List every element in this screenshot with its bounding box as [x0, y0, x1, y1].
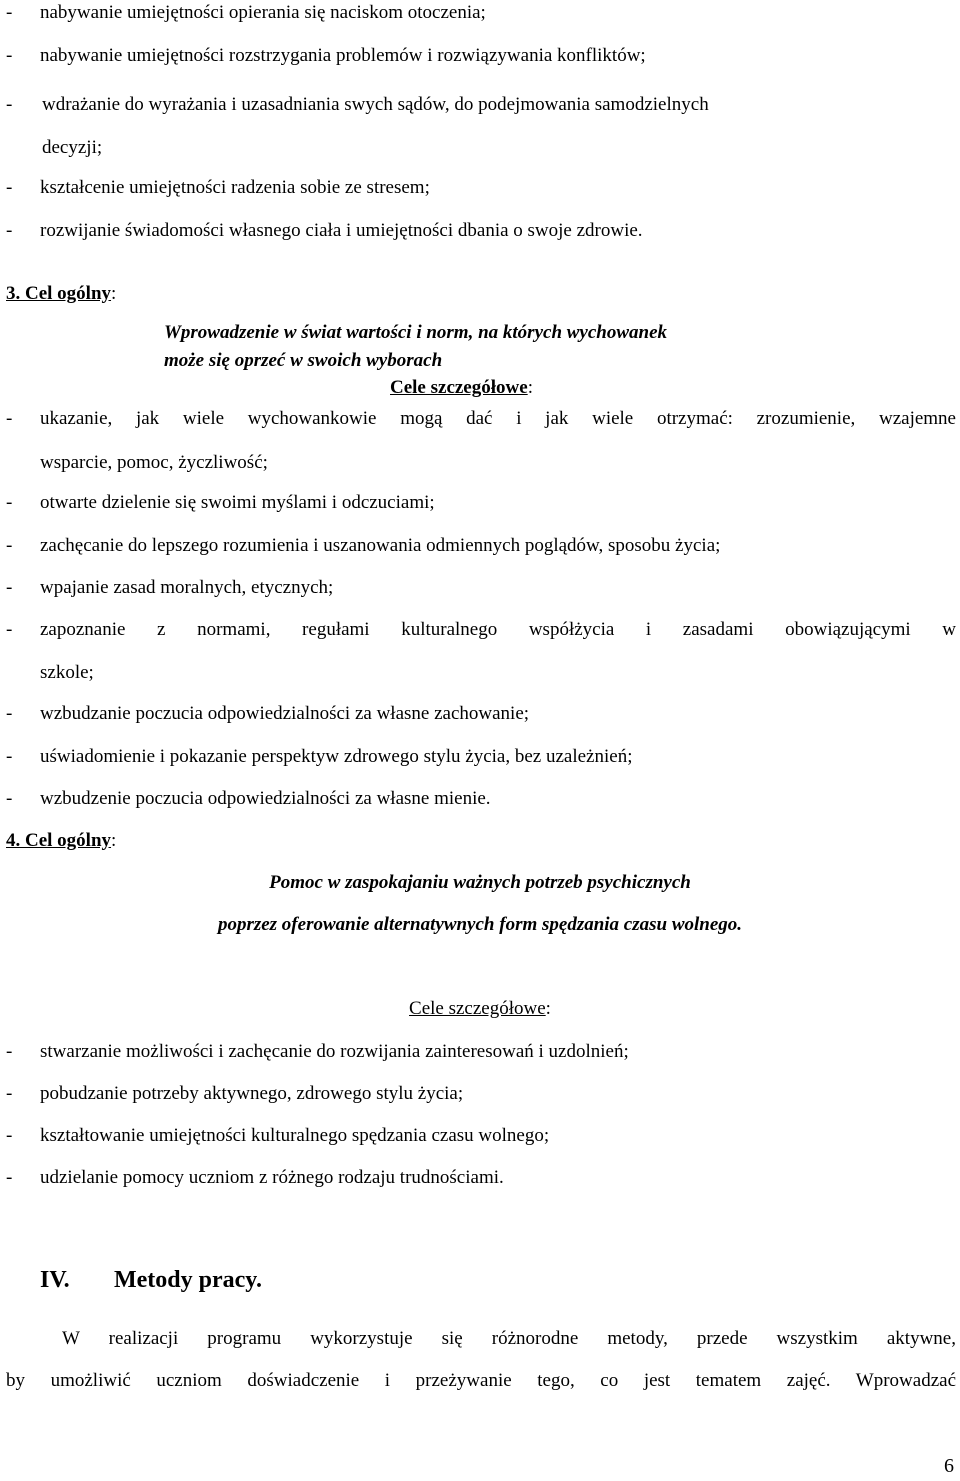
goal-title-line: Pomoc w zaspokajaniu ważnych potrzeb psychicznych	[269, 872, 691, 893]
subgoals-heading: Cele szczegółowe:	[409, 998, 551, 1019]
page-number: 6	[944, 1455, 954, 1477]
goal-title-line: Wprowadzenie w świat wartości i norm, na których wychowanek	[164, 322, 668, 343]
goal-title-line: poprzez oferowanie alternatywnych form spędzania czasu wolnego.	[217, 914, 743, 935]
section-title: Metody pracy.	[114, 1267, 262, 1293]
section-number: IV.	[40, 1267, 70, 1293]
goal-heading: 3. Cel ogólny:	[6, 283, 117, 304]
goal-heading: 4. Cel ogólny:	[6, 830, 117, 851]
goal-title-line: może się oprzeć w swoich wyborach	[164, 350, 443, 371]
subgoals-heading: Cele szczegółowe:	[390, 377, 533, 398]
